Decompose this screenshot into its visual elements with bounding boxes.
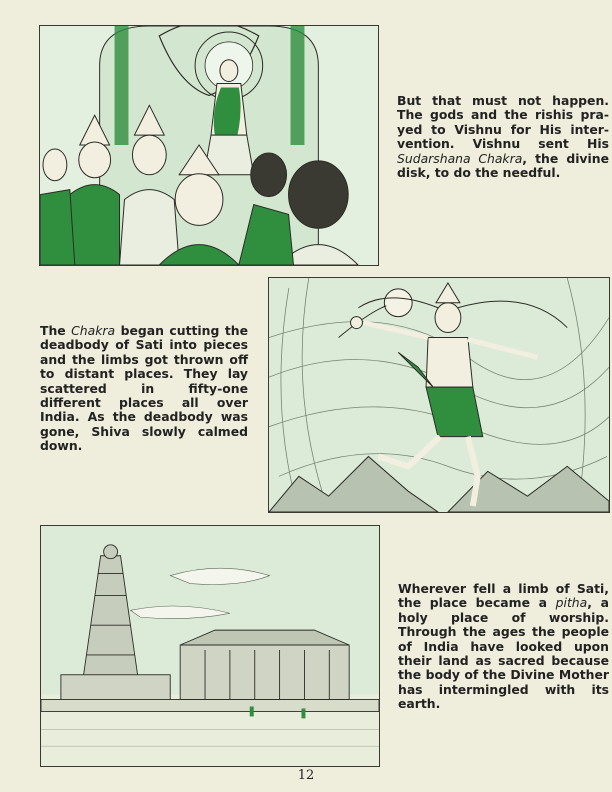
pitha-caption-text-2: , a holy place of worship. Through the ages the people of India have looked upon their land as sacred because the body of the Divine Mother has intermingled with its earth. <box>398 595 609 712</box>
temple-illustration <box>40 525 380 767</box>
pitha-caption <box>398 582 609 712</box>
chakra-caption-text-2: began cutting the deadbody of Sati into pieces and the limbs got thrown off to distant places. They lay scattered in fifty-one different places all over India. As the deadbody was gone, Shiva slowly calmed down. <box>40 323 248 454</box>
chakra-caption-text-1: The <box>40 323 72 338</box>
vishnu-caption-text-2: , the divine disk, to do the needful. <box>397 150 609 181</box>
vishnu-caption-text-1: But that must not happen. The gods and the rishis pra-yed to Vishnu for His inter-vention. Vishnu sent His <box>397 93 609 152</box>
vishnu-caption-italic: Sudarshana Chakra <box>397 150 523 166</box>
vishnu-illustration <box>39 25 379 266</box>
chakra-caption <box>40 324 248 454</box>
chakra-caption-italic: Chakra <box>71 323 116 338</box>
vishnu-caption <box>397 94 609 180</box>
pitha-caption-text-1: Wherever fell a limb of Sati, the place became a <box>398 581 609 611</box>
page-number: 12 <box>297 768 315 783</box>
shiva-chakra-illustration <box>268 277 610 513</box>
pitha-caption-italic: pitha <box>555 595 588 611</box>
